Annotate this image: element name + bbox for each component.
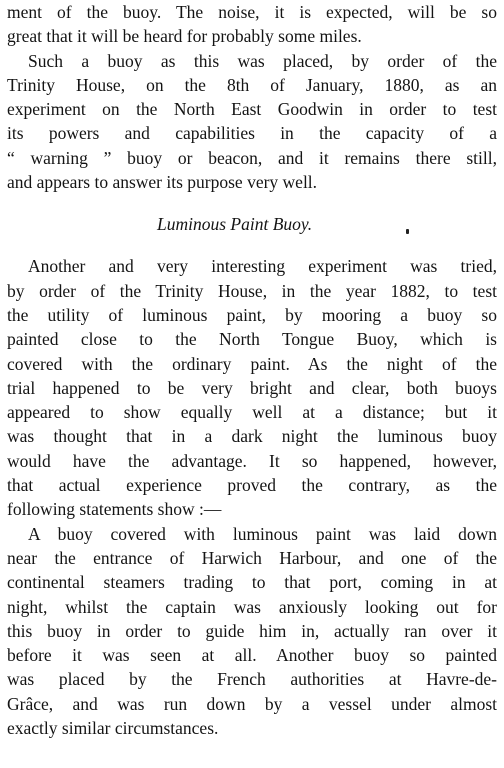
section-heading: Luminous Paint Buoy. [157, 214, 313, 235]
text-line: exactly similar circumstances. [7, 718, 219, 739]
text-line: by order of the Trinity House, in the year 1882, to test [7, 280, 497, 301]
text-line: Grâce, and was run down by a vessel under almost [7, 693, 497, 714]
text-line: its powers and capabilities in the capacity of a [7, 123, 497, 144]
paragraph-experiment [7, 254, 504, 521]
text-line: Such a buoy as this was placed, by order of the [28, 50, 497, 71]
text-line: continental steamers trading to that port, coming in at [7, 572, 497, 593]
text-line: following statements show :— [7, 499, 222, 520]
text-line: and appears to answer its purpose very well. [7, 172, 318, 193]
text-line: the utility of luminous paint, by mooring a buoy so [7, 304, 497, 325]
text-line: would have the advantage. It so happened, however, [7, 450, 497, 471]
text-line: trial happened to be very bright and clear, both buoys [7, 377, 497, 398]
text-line: near the entrance of Harwich Harbour, and one of the [7, 547, 497, 568]
text-line: appeared to show equally well at a distance; but it [7, 402, 497, 423]
text-line: ment of the buoy. The noise, it is expected, will be so [7, 2, 497, 22]
paragraph-continuation [7, 0, 504, 49]
print-speck [406, 229, 409, 234]
text-line: was thought that in a dark night the luminous buoy [7, 426, 497, 447]
text-line: A buoy covered with luminous paint was laid down [28, 523, 497, 544]
paragraph-buoy-placement [7, 49, 504, 195]
paragraph-harwich [7, 522, 504, 741]
text-line: was placed by the French authorities at Havre-de- [7, 669, 497, 690]
text-line: that actual experience proved the contrary, as the [7, 475, 497, 496]
text-line: “ warning ” buoy or beacon, and it remains there still, [7, 147, 497, 168]
text-line: this buoy in order to guide him in, actually ran over it [7, 620, 497, 641]
text-line: Another and very interesting experiment was tried, [28, 256, 497, 277]
text-line: before it was seen at all. Another buoy so painted [7, 645, 497, 666]
text-line: Trinity House, on the 8th of January, 1880, as an [7, 74, 497, 95]
text-line: great that it will be heard for probably some miles. [7, 26, 362, 47]
text-line: covered with the ordinary paint. As the night of the [7, 353, 497, 374]
text-line: painted close to the North Tongue Buoy, which is [7, 329, 497, 350]
text-line: experiment on the North East Goodwin in order to test [7, 99, 497, 120]
text-line: night, whilst the captain was anxiously looking out for [7, 596, 497, 617]
